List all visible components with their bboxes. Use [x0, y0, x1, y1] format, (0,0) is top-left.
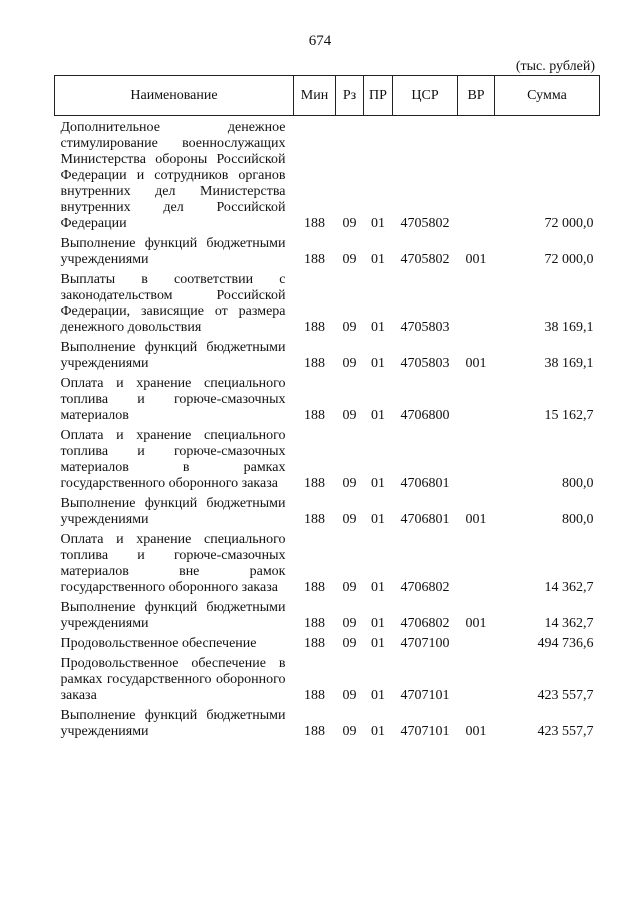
cell-rz: 09 [342, 252, 357, 267]
cell-sum: 72 000,0 [544, 216, 594, 231]
cell-name: Оплата и хранение специального топлива и горюче-смазочных материалов вне рамок государственного оборонного заказа [60, 532, 286, 595]
table-row [55, 656, 600, 708]
cell-csr: 4706801 [400, 512, 450, 527]
cell-vr [458, 116, 495, 237]
cell-sum: 423 557,7 [537, 688, 594, 703]
cell-rz: 09 [342, 408, 357, 423]
cell-min: 188 [304, 616, 325, 631]
cell-sum: 800,0 [562, 512, 594, 527]
cell-csr: 4707101 [400, 688, 450, 703]
cell-pr: 01 [371, 688, 385, 703]
header-sum: Сумма [495, 76, 600, 116]
cell-pr: 01 [371, 636, 385, 651]
cell-rz: 09 [342, 636, 357, 651]
table-row [55, 376, 600, 428]
cell-min: 188 [304, 512, 325, 527]
cell-min: 188 [304, 320, 325, 335]
budget-table [54, 75, 600, 744]
cell-sum: 14 362,7 [544, 580, 594, 595]
cell-min: 188 [304, 408, 325, 423]
cell-vr [458, 656, 495, 708]
header-row [55, 76, 600, 116]
cell-vr [458, 636, 495, 656]
cell-pr: 01 [371, 512, 385, 527]
cell-min: 188 [304, 688, 325, 703]
table-row [55, 340, 600, 376]
cell-min: 188 [304, 724, 325, 739]
table-body [55, 116, 600, 745]
page-number: 674 [308, 33, 332, 49]
cell-vr: 001 [465, 356, 487, 371]
header-pr: ПР [364, 76, 393, 116]
cell-pr: 01 [371, 408, 385, 423]
cell-pr: 01 [371, 724, 385, 739]
cell-rz: 09 [342, 512, 357, 527]
cell-vr [458, 272, 495, 340]
cell-name: Оплата и хранение специального топлива и горюче-смазочных материалов в рамках государственного оборонного заказа [60, 428, 286, 491]
cell-pr: 01 [371, 616, 385, 631]
cell-name: Продовольственное обеспечение в рамках государственного оборонного заказа [60, 656, 286, 703]
cell-sum: 494 736,6 [537, 636, 594, 651]
cell-vr [458, 428, 495, 496]
cell-sum: 72 000,0 [544, 252, 594, 267]
cell-sum: 800,0 [562, 476, 594, 491]
cell-sum: 15 162,7 [544, 408, 594, 423]
cell-min: 188 [304, 216, 325, 231]
cell-rz: 09 [342, 616, 357, 631]
header-vr: ВР [458, 76, 495, 116]
header-min: Мин [294, 76, 336, 116]
cell-name: Выполнение функций бюджетными учреждениями [60, 600, 286, 631]
cell-csr: 4705802 [400, 252, 450, 267]
cell-csr: 4706802 [400, 580, 450, 595]
cell-pr: 01 [371, 216, 385, 231]
cell-rz: 09 [342, 724, 357, 739]
cell-rz: 09 [342, 320, 357, 335]
header-rz: Рз [336, 76, 364, 116]
cell-rz: 09 [342, 476, 357, 491]
cell-name: Выполнение функций бюджетными учреждениями [60, 708, 286, 739]
cell-name: Выполнение функций бюджетными учреждениями [60, 236, 286, 267]
cell-vr [458, 376, 495, 428]
cell-vr [458, 532, 495, 600]
units-label: (тыс. рублей) [515, 59, 595, 74]
cell-sum: 14 362,7 [544, 616, 594, 631]
cell-name: Выполнение функций бюджетными учреждениями [60, 496, 286, 527]
cell-min: 188 [304, 252, 325, 267]
cell-csr: 4705803 [400, 356, 450, 371]
cell-name: Продовольственное обеспечение [60, 636, 257, 651]
cell-sum: 38 169,1 [544, 356, 594, 371]
cell-rz: 09 [342, 216, 357, 231]
cell-min: 188 [304, 580, 325, 595]
table-row [55, 600, 600, 636]
table-row [55, 636, 600, 656]
table-row [55, 428, 600, 496]
table-row [55, 532, 600, 600]
cell-name: Выплаты в соответствии с законодательством Российской Федерации, зависящие от размера денежного довольствия [60, 272, 286, 335]
cell-pr: 01 [371, 356, 385, 371]
cell-rz: 09 [342, 356, 357, 371]
cell-name: Оплата и хранение специального топлива и горюче-смазочных материалов [60, 376, 286, 423]
cell-vr: 001 [465, 724, 487, 739]
cell-vr: 001 [465, 616, 487, 631]
cell-name: Дополнительное денежное стимулирование военнослужащих Министерства обороны Российской Федерации и сотрудников органов внутренних дел Министерства внутренних дел Российской Федерации [60, 120, 286, 231]
cell-csr: 4706802 [400, 616, 450, 631]
table-row [55, 272, 600, 340]
cell-sum: 38 169,1 [544, 320, 594, 335]
cell-name: Выполнение функций бюджетными учреждениями [60, 340, 286, 371]
table-row [55, 708, 600, 744]
table-header [55, 76, 600, 116]
cell-vr: 001 [465, 512, 487, 527]
cell-min: 188 [304, 636, 325, 651]
cell-csr: 4706801 [400, 476, 450, 491]
cell-min: 188 [304, 356, 325, 371]
table-row [55, 116, 600, 237]
table-row [55, 236, 600, 272]
cell-csr: 4705802 [400, 216, 450, 231]
cell-csr: 4706800 [400, 408, 450, 423]
cell-pr: 01 [371, 252, 385, 267]
header-name: Наименование [55, 76, 294, 116]
cell-vr: 001 [465, 252, 487, 267]
cell-min: 188 [304, 476, 325, 491]
cell-pr: 01 [371, 580, 385, 595]
table-row [55, 496, 600, 532]
cell-csr: 4705803 [400, 320, 450, 335]
cell-rz: 09 [342, 580, 357, 595]
cell-csr: 4707101 [400, 724, 450, 739]
cell-sum: 423 557,7 [537, 724, 594, 739]
cell-csr: 4707100 [400, 636, 450, 651]
cell-pr: 01 [371, 476, 385, 491]
cell-rz: 09 [342, 688, 357, 703]
cell-pr: 01 [371, 320, 385, 335]
header-csr: ЦСР [393, 76, 458, 116]
